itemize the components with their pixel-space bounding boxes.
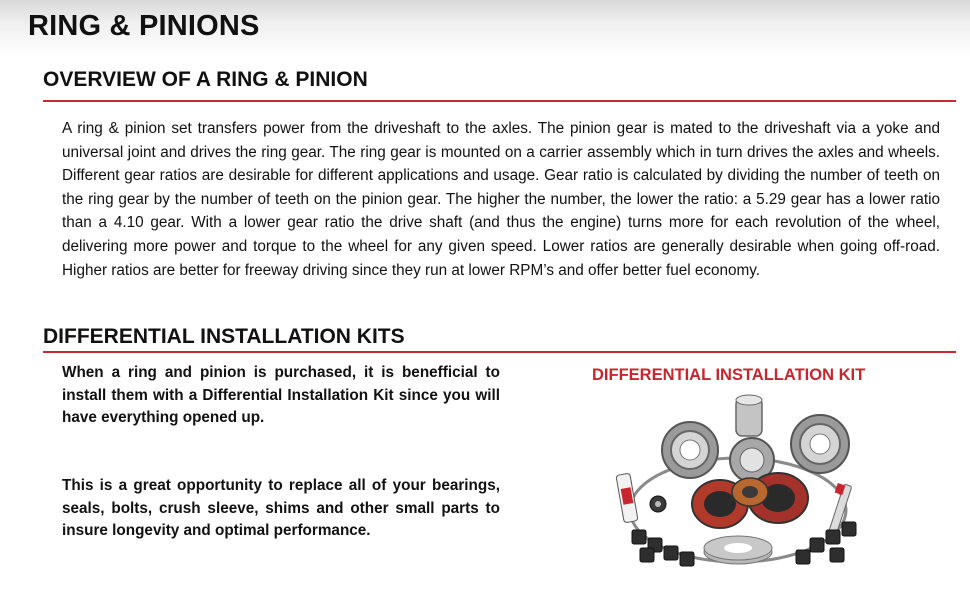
overview-divider <box>43 100 956 102</box>
kit-image-caption: DIFFERENTIAL INSTALLATION KIT <box>592 366 866 384</box>
kits-divider <box>43 351 956 353</box>
kits-paragraph-1: When a ring and pinion is purchased, it is benefficial to install them with a Differential Installation Kit since you will have everything opened up. <box>62 364 500 426</box>
overview-heading: OVERVIEW OF A RING & PINION <box>43 68 368 91</box>
page-title: RING & PINIONS <box>28 10 260 42</box>
differential-kit-image <box>610 392 880 578</box>
kits-paragraph-2: This is a great opportunity to replace all of your bearings, seals, bolts, crush sleeve, shims and other small parts to insure longevity and optimal performance. <box>62 477 500 539</box>
page-header <box>0 0 970 56</box>
overview-body: A ring & pinion set transfers power from the driveshaft to the axles. The pinion gear is mated to the driveshaft via a yoke and universal joint and drives the ring gear. The ring gear is mounted on a carrier assembly which in turn drives the axles and wheels. Different gear ratios are desirable for different applications and usage. Gear ratio is calculated by dividing the number of teeth on the ring gear by the number of teeth on the pinion gear. The higher the number, the lower the ratio: a 5.29 gear has a lower ratio than a 4.10 gear. With a lower gear ratio the drive shaft (and thus the engine) turns more for each revolution of the wheel, delivering more power and torque to the wheel for any given speed. Lower ratios are generally desirable when going off-road. Higher ratios are better for freeway driving since they run at lower RPM’s and offer better fuel economy. <box>62 120 940 279</box>
kits-heading: DIFFERENTIAL INSTALLATION KITS <box>43 325 405 348</box>
